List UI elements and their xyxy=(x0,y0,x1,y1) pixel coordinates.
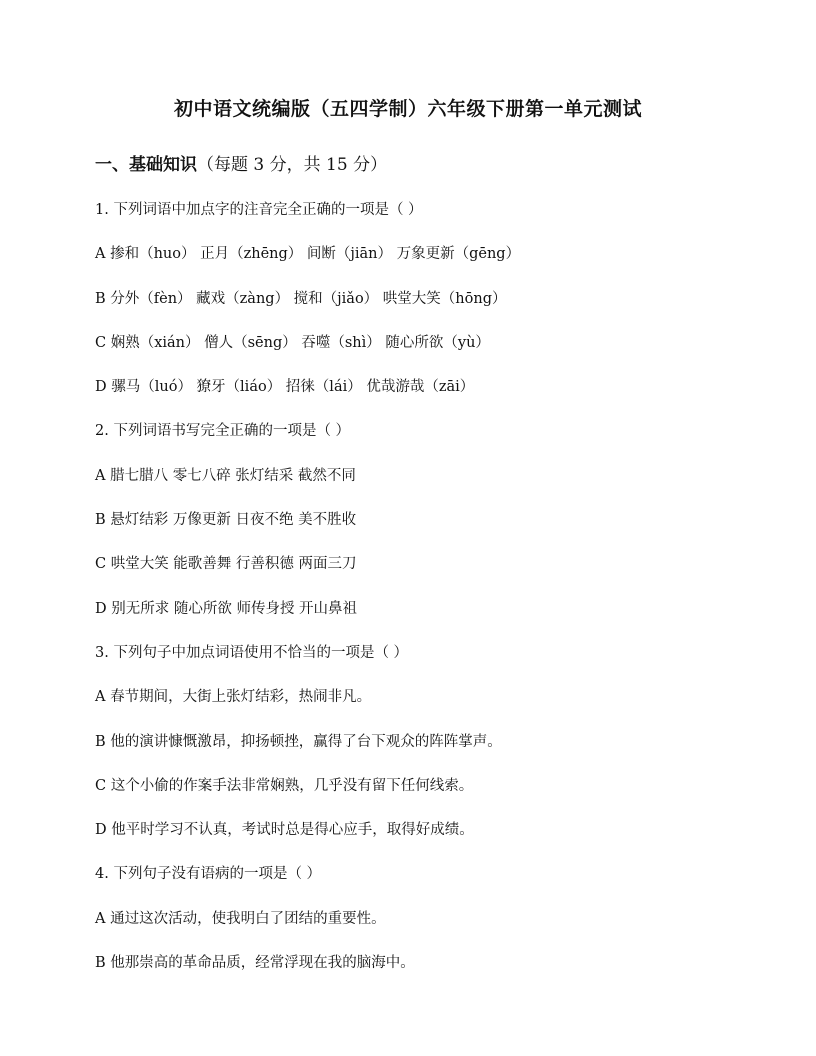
document-title: 初中语文统编版（五四学制）六年级下册第一单元测试 xyxy=(173,98,642,120)
section-heading-text: 一、基础知识 xyxy=(95,155,197,175)
answer-option: C 娴熟（xián） 僧人（sēng） 吞噬（shì） 随心所欲（yù） xyxy=(95,334,490,351)
answer-option: A 春节期间，大街上张灯结彩，热闹非凡。 xyxy=(95,689,372,706)
answer-option: A 掺和（huo） 正月（zhēng） 间断（jiān） 万象更新（gēng） xyxy=(95,246,521,263)
answer-option: C 这个小偷的作案手法非常娴熟，几乎没有留下任何线索。 xyxy=(95,777,474,794)
question-stem: 4. 下列句子没有语病的一项是（ ） xyxy=(95,866,322,883)
section-score-note: （每题 3 分，共 15 分） xyxy=(197,155,388,175)
question-stem: 3. 下列句子中加点词语使用不恰当的一项是（ ） xyxy=(95,644,409,661)
question-stem: 2. 下列词语书写完全正确的一项是（ ） xyxy=(95,423,351,440)
question-list xyxy=(95,200,735,997)
answer-option: D 骡马（luó） 獠牙（liáo） 招徕（lái） 优哉游哉（zāi） xyxy=(95,379,475,396)
question-stem: 1. 下列词语中加点字的注音完全正确的一项是（ ） xyxy=(95,202,423,218)
answer-option: B 他那崇高的革命品质，经常浮现在我的脑海中。 xyxy=(95,955,415,972)
answer-option: C 哄堂大笑 能歌善舞 行善积德 两面三刀 xyxy=(95,556,357,573)
answer-option: D 他平时学习不认真，考试时总是得心应手，取得好成绩。 xyxy=(95,822,474,839)
answer-option: D 别无所求 随心所欲 师传身授 开山鼻祖 xyxy=(95,600,358,617)
answer-option: B 分外（fèn） 藏戏（zàng） 搅和（jiǎo） 哄堂大笑（hōng） xyxy=(95,290,507,307)
section-heading xyxy=(95,150,387,175)
answer-option: A 腊七腊八 零七八碎 张灯结采 截然不同 xyxy=(95,467,356,484)
answer-option: B 他的演讲慷慨激昂，抑扬顿挫，赢得了台下观众的阵阵掌声。 xyxy=(95,733,502,750)
answer-option: B 悬灯结彩 万像更新 日夜不绝 美不胜收 xyxy=(95,512,357,529)
answer-option: A 通过这次活动，使我明白了团结的重要性。 xyxy=(95,910,386,927)
